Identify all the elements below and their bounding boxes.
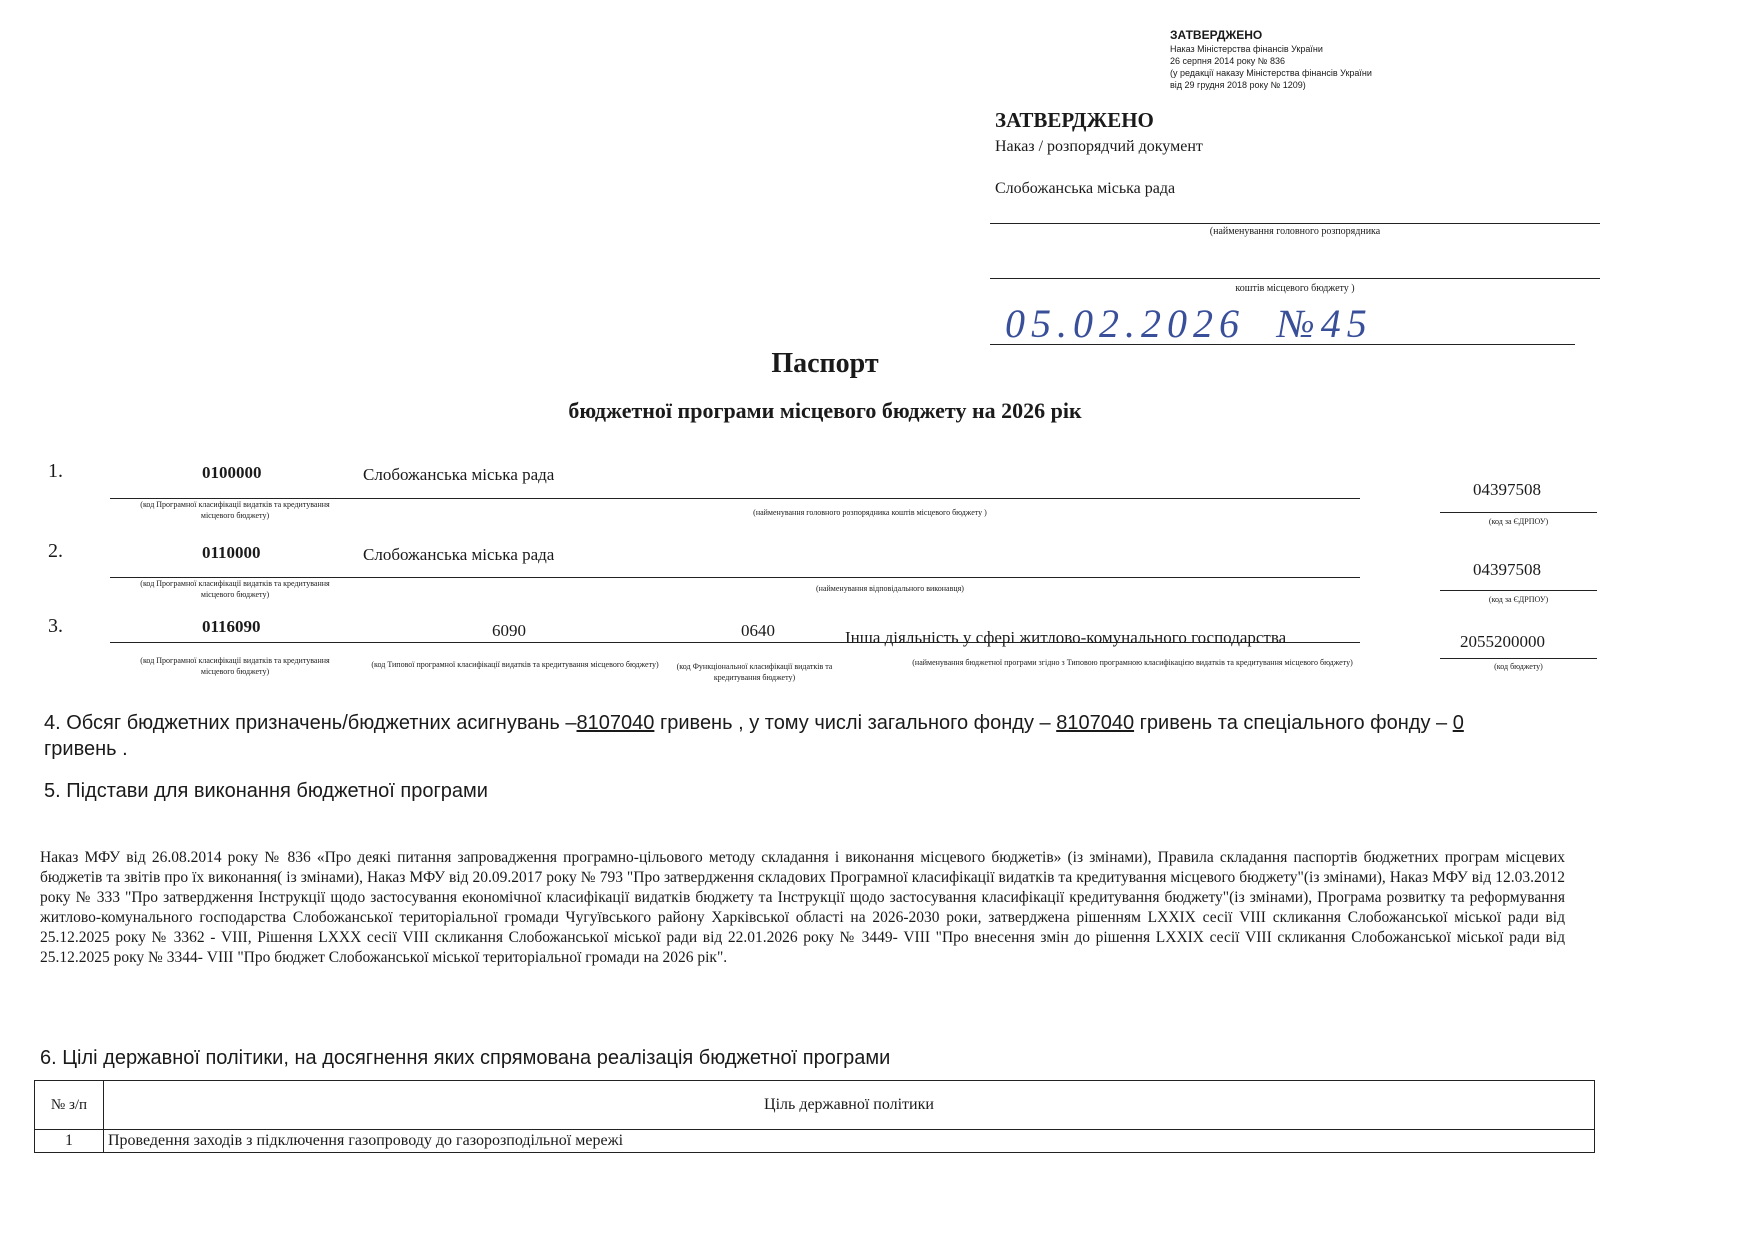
approval-org: Слобожанська міська рада (995, 180, 1176, 197)
caption-program-code: (код Програмної класифікації видатків та кредитування місцевого бюджету) (140, 579, 330, 599)
table-row (35, 1130, 1595, 1153)
total-amount: 8107040 (576, 712, 655, 734)
section-4-text: гривень та спеціального фонду – (1134, 712, 1453, 734)
executor-name: Слобожанська міська рада (363, 545, 555, 564)
section-5-text: Наказ МФУ від 26.08.2014 року № 836 «Про деякі питання запровадження програмно-цільового методу складання і виконання місцевого бюджетів» (із змінами), Правила складання паспортів бюджетних програм місцевих бюджетів та звітів про їх виконання( із змінами), Наказ МФУ від 20.09.2017 року № 793 "Про затвердження складових Програмної класифікації видатків та кредитування місцевого бюджету"(із змінами), Наказ МФУ від 12.03.2012 року № 333 "Про затвердження Інструкції щодо застосування економічної класифікації видатків бюджету та Інструкції щодо застосування класифікації кредитування бюджету"(із змінами), Програма розвитку та реформування житлово-комунального господарства Слобожанської територіальної громади Чугуївського району Харківської області на 2026-2030 роки, затверджена рішенням LXXIX сесії VIII скликання Слобожанської міської ради від 25.12.2025 року № 3362 - VIII, Рішення LXXX сесії VIII скликання Слобожанської міської ради від 22.01.2026 року № 3449- VIII "Про внесення змін до рішення LXXIX сесії VIII скликання Слобожанської міської ради від 25.12.2025 року № 3344- VIII "Про бюджет Слобожанської міської територіальної громади на 2026 рік". (40, 849, 1565, 966)
caption-manager-name: (найменування головного розпорядника коштів місцевого бюджету ) (753, 508, 987, 517)
program-code: 0100000 (202, 463, 262, 482)
stamp-line: Наказ Міністерства фінансів України (1170, 44, 1323, 54)
handwritten-underline (990, 344, 1575, 345)
caption-program-name: (найменування бюджетної програми згідно з Типовою програмною класифікацією видатків та кредитування місцевого бюджету) (912, 658, 1353, 667)
stamp-line: від 29 грудня 2018 року № 1209) (1170, 80, 1306, 90)
goal-number: 1 (35, 1130, 104, 1153)
special-fund-amount: 0 (1452, 712, 1464, 734)
section-4-text: гривень . (44, 738, 128, 760)
row-number: 2. (48, 540, 63, 562)
stamp-line: (у редакції наказу Міністерства фінансів України (1170, 68, 1372, 78)
row-underline (1440, 658, 1597, 659)
goal-text: Проведення заходів з підключення газопроводу до газорозподільної мережі (104, 1130, 1595, 1153)
program-code: 0116090 (202, 617, 261, 636)
typical-program-code: 6090 (492, 621, 526, 640)
caption-edrpou: (код за ЄДРПОУ) (1488, 595, 1549, 604)
handwritten-date-number: 05.02.2026 №45 (1005, 301, 1373, 346)
caption-functional-code: (код Функціональної класифікації видатків та кредитування бюджету) (676, 662, 833, 682)
section-4-budget-volume (44, 710, 1599, 762)
table-header-row (35, 1081, 1595, 1130)
general-fund-amount: 8107040 (1056, 712, 1135, 734)
row-underline (1440, 512, 1597, 513)
ministry-approval-stamp (1170, 28, 1430, 91)
caption-typical-code: (код Типової програмної класифікації видатків та кредитування місцевого бюджету) (371, 660, 659, 669)
page-title: Паспорт (771, 348, 879, 379)
row-underline (1440, 590, 1597, 591)
caption-budget-code: (код бюджету) (1494, 662, 1543, 671)
row-number: 1. (48, 460, 63, 482)
program-code: 0110000 (202, 543, 261, 562)
caption-edrpou: (код за ЄДРПОУ) (1488, 517, 1549, 526)
edrpou-code: 04397508 (1473, 560, 1541, 579)
approval-caption-2: коштів місцевого бюджету ) (1235, 283, 1355, 294)
caption-program-code: (код Програмної класифікації видатків та кредитування місцевого бюджету) (140, 656, 330, 676)
approval-title: ЗАТВЕРДЖЕНО (995, 108, 1154, 132)
section-6-title: 6. Цілі державної політики, на досягнення яких спрямована реалізація бюджетної програми (40, 1047, 891, 1069)
section-5-title: 5. Підстави для виконання бюджетної програми (44, 780, 488, 802)
page-subtitle: бюджетної програми місцевого бюджету на 2026 рік (568, 398, 1082, 423)
stamp-line: 26 серпня 2014 року № 836 (1170, 56, 1285, 66)
approval-underline (990, 223, 1600, 224)
approval-underline (990, 278, 1600, 279)
approval-doc-label: Наказ / розпорядчий документ (995, 138, 1203, 155)
manager-name: Слобожанська міська рада (363, 465, 555, 484)
row-number: 3. (48, 615, 63, 637)
row-underline (110, 642, 1360, 643)
caption-executor-name: (найменування відповідального виконавця) (816, 584, 964, 593)
column-header-number: № з/п (35, 1081, 104, 1130)
program-name: Інша діяльність у сфері житлово-комунального господарства (845, 628, 1287, 647)
functional-code: 0640 (741, 621, 775, 640)
goals-table (34, 1080, 1595, 1153)
budget-code: 2055200000 (1460, 632, 1545, 651)
section-4-text: гривень , у тому числі загального фонду – (654, 712, 1057, 734)
column-header-goal: Ціль державної політики (104, 1081, 1595, 1130)
stamp-title: ЗАТВЕРДЖЕНО (1170, 28, 1263, 42)
approval-caption-1: (найменування головного розпорядника (1209, 226, 1381, 237)
caption-program-code: (код Програмної класифікації видатків та кредитування місцевого бюджету) (140, 500, 330, 520)
edrpou-code: 04397508 (1473, 480, 1541, 499)
section-4-text: 4. Обсяг бюджетних призначень/бюджетних асигнувань – (44, 712, 577, 734)
